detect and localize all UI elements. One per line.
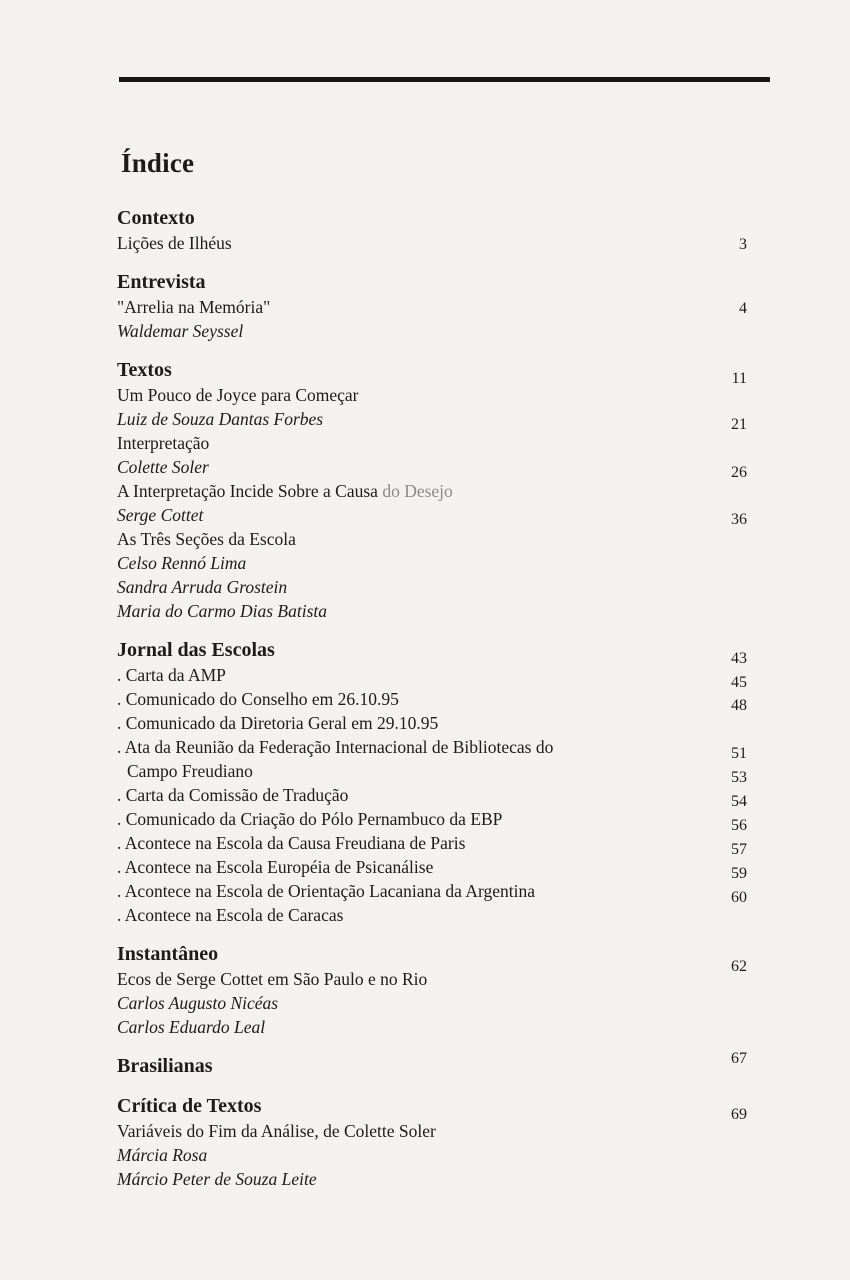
entry-title: Um Pouco de Joyce para Começar: [117, 385, 359, 405]
entry-title: . Acontece na Escola de Caracas: [117, 905, 344, 925]
entry-title: . Acontece na Escola da Causa Freudiana de Paris: [117, 833, 466, 853]
entry-author: Colette Soler: [117, 457, 209, 477]
page-number: 54: [731, 793, 747, 810]
page-number: 45: [731, 674, 747, 691]
section-heading: Instantâneo: [117, 943, 219, 965]
page-number: 36: [731, 511, 747, 528]
page-number: 60: [731, 889, 747, 906]
page-number: 26: [731, 464, 747, 481]
entry-author: Sandra Arruda Grostein: [117, 577, 288, 597]
entry-title: . Carta da Comissão de Tradução: [117, 785, 349, 805]
section-textos: [117, 357, 757, 623]
page-number: 43: [731, 650, 747, 667]
section-jornal-das-escolas: [117, 637, 757, 927]
section-heading: Textos: [117, 359, 172, 381]
page-number: 67: [731, 1050, 747, 1067]
entry-title: As Três Seções da Escola: [117, 529, 296, 549]
section-heading: Contexto: [117, 207, 195, 229]
entry-author: Luiz de Souza Dantas Forbes: [117, 409, 324, 429]
entry-author: Maria do Carmo Dias Batista: [117, 601, 328, 621]
entry-title: . Acontece na Escola Européia de Psicanálise: [117, 857, 434, 877]
page-number: 69: [731, 1106, 747, 1123]
page-number: 51: [731, 745, 747, 762]
entry-title: . Carta da AMP: [117, 665, 226, 685]
page-number: 53: [731, 769, 747, 786]
entry-title: Ecos de Serge Cottet em São Paulo e no Rio: [117, 969, 428, 989]
entry-title: Interpretação: [117, 433, 210, 453]
section-heading: Crítica de Textos: [117, 1095, 262, 1117]
section-critica-de-textos: [117, 1093, 757, 1191]
section-heading: Entrevista: [117, 271, 206, 293]
entry-author: Waldemar Seyssel: [117, 321, 244, 341]
page-number: 3: [739, 236, 747, 253]
section-brasilianas: [117, 1050, 757, 1079]
section-heading: Jornal das Escolas: [117, 639, 275, 661]
page-title: Índice: [121, 148, 195, 178]
entry-title-continuation: Campo Freudiano: [127, 761, 253, 781]
entry-title: . Acontece na Escola de Orientação Lacaniana da Argentina: [117, 881, 536, 901]
entry-title: Variáveis do Fim da Análise, de Colette Soler: [117, 1121, 436, 1141]
section-entrevista: [117, 269, 757, 343]
entry-title: . Comunicado do Conselho em 26.10.95: [117, 689, 399, 709]
page-number: 57: [731, 841, 747, 858]
entry-author: Celso Rennó Lima: [117, 553, 247, 573]
entry-title: A Interpretação Incide Sobre a Causa do Desejo: [117, 481, 453, 501]
page-number: 56: [731, 817, 747, 834]
page-number: 4: [739, 300, 747, 317]
entry-title: "Arrelia na Memória": [117, 297, 271, 317]
entry-author: Márcia Rosa: [117, 1145, 208, 1165]
entry-author: Carlos Augusto Nicéas: [117, 993, 279, 1013]
entry-author: Carlos Eduardo Leal: [117, 1017, 266, 1037]
page-number: 62: [731, 958, 747, 975]
top-rule: [119, 77, 770, 82]
entry-title: . Comunicado da Criação do Pólo Pernambuco da EBP: [117, 809, 503, 829]
section-heading: Brasilianas: [117, 1055, 213, 1077]
entry-author: Márcio Peter de Souza Leite: [117, 1169, 317, 1189]
section-instantaneo: [117, 941, 757, 1039]
page-number: 48: [731, 697, 747, 714]
page-number: 21: [731, 416, 747, 433]
page-number: 11: [731, 370, 747, 387]
section-contexto: [117, 205, 757, 255]
page-number: 59: [731, 865, 747, 882]
entry-title: . Ata da Reunião da Federação Internacional de Bibliotecas do: [117, 737, 554, 757]
entry-author: Serge Cottet: [117, 505, 204, 525]
entry-title: Lições de Ilhéus: [117, 233, 232, 253]
entry-title: . Comunicado da Diretoria Geral em 29.10.95: [117, 713, 439, 733]
table-of-contents: [117, 205, 757, 1191]
